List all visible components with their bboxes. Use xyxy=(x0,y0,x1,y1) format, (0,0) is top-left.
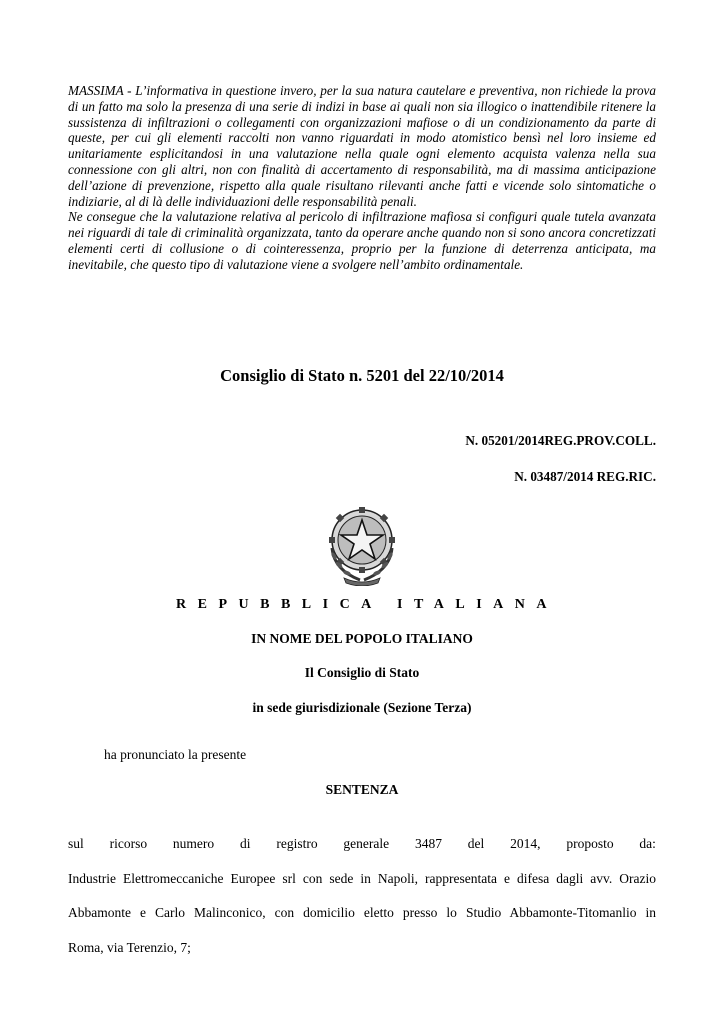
word: 3487 xyxy=(414,836,442,851)
repubblica-italiana-emblem-icon xyxy=(318,498,406,586)
massima-paragraph-2: Ne consegue che la valutazione relativa al pericolo di infiltrazione mafiosa si configuri quale tutela avanzata nei riguardi di tale di criminalità organizzata, tanto da operare anche quando non si sono ancora concretizzati elementi certi di collusione o di cointeressenza, proprio per la funzione di deterrenza anticipata, ma inevitabile, che questo tipo di valutazione viene a svolgere nell’ambito ordinamentale. xyxy=(68,209,656,272)
word: 2014, xyxy=(510,836,541,851)
word: di xyxy=(240,836,251,851)
ricorso-paragraph xyxy=(68,827,656,965)
reg-prov-number: N. 05201/2014REG.PROV.COLL. xyxy=(465,433,656,448)
sentenza-heading: SENTENZA xyxy=(325,782,399,797)
ricorso-line-2: Industrie Elettromeccaniche Europee srl con sede in Napoli, rappresentata e difesa dagli avv. Orazio xyxy=(68,870,656,886)
document-title: Consiglio di Stato n. 5201 del 22/10/2014 xyxy=(220,366,504,385)
word: del xyxy=(467,836,485,851)
consiglio-heading: Il Consiglio di Stato xyxy=(304,665,420,680)
word: numero xyxy=(172,836,215,851)
ricorso-line-3: Abbamonte e Carlo Malinconico, con domicilio eletto presso lo Studio Abbamonte-Titomanlio in xyxy=(68,905,656,920)
ricorso-line-1 xyxy=(68,827,656,862)
repubblica-italiana-heading: REPUBBLICA ITALIANA xyxy=(176,597,558,612)
ricorso-line-4: Roma, via Terenzio, 7; xyxy=(68,939,191,955)
reg-ric-number: N. 03487/2014 REG.RIC. xyxy=(514,469,656,484)
massima-paragraph-1: MASSIMA - L’informativa in questione invero, per la sua natura cautelare e preventiva, non richiede la prova di un fatto ma solo la presenza di una serie di indizi in base ai quali non sia illogico o inattendibile ritenere la sussistenza di infiltrazioni o collegamenti con organizzazioni mafiose o di un condizionamento da parte di queste, per cui gli elementi raccolti non vanno riguardati in modo atomistico bensì nel loro insieme ed unitariamente esplicitandosi in una valutazione nella quale ogni elemento acquista valenza nella sua connessione con gli altri, non con finalità di accertamento di responsabilità, ma di massima anticipazione dell’azione di prevenzione, rispetto alla quale risultano rilevanti anche fatti e vicende solo sintomatiche o indiziarie, al di là delle individuazioni delle responsabilità penali. xyxy=(68,83,656,209)
word: sul xyxy=(68,836,84,851)
word: ricorso xyxy=(109,836,148,851)
pronunciato-text: ha pronunciato la presente xyxy=(104,747,247,762)
sede-heading: in sede giurisdizionale (Sezione Terza) xyxy=(252,700,472,715)
word: registro xyxy=(276,836,318,851)
word: proposto xyxy=(566,836,614,851)
word: da: xyxy=(639,836,656,851)
word: generale xyxy=(343,836,390,851)
massima-block xyxy=(68,83,656,273)
nome-popolo-heading: IN NOME DEL POPOLO ITALIANO xyxy=(251,631,473,646)
